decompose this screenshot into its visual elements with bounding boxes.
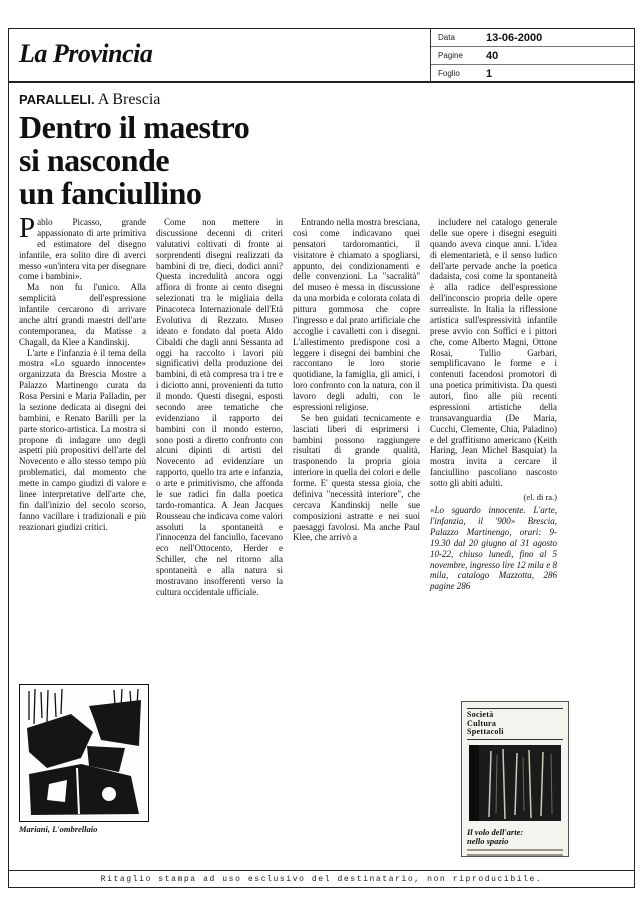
meta-row-sheet bbox=[431, 65, 634, 82]
paragraph: Pablo Picasso, grande appassionato di arte primitiva ed estimatore del disegno infantile, era solito dire di averci messo «un'intera vita per disegnare come i bambini». bbox=[19, 212, 146, 282]
article-column-1 bbox=[19, 212, 146, 598]
kicker-place: A Brescia bbox=[94, 91, 161, 108]
meta-sheet-label: Foglio bbox=[438, 69, 460, 78]
headline-line-2: si nasconde bbox=[19, 142, 170, 178]
article-column-2 bbox=[156, 217, 283, 598]
meta-page-value: 40 bbox=[486, 49, 499, 62]
meta-row-date bbox=[431, 29, 634, 47]
clipping-meta-box bbox=[430, 29, 634, 82]
meta-page-label: Pagine bbox=[438, 51, 463, 60]
paragraph: Se ben guidati tecnicamente e lasciati liberi di esprimersi i bambini possono raggiungere risultati di grande qualità, trasponendo la propria gioia interiore in quella dei colori e delle forme. E' questa stessa gioia, che definiva "necessità interiore", che cercava Kandinskij nelle sue composizioni astratte e nei suoi paesaggi favolosi. Ma anche Paul Klee, che arrivò a bbox=[293, 412, 420, 543]
headline-line-1: Dentro il maestro bbox=[19, 109, 250, 145]
artwork-image bbox=[19, 684, 149, 822]
article-kicker bbox=[19, 91, 160, 109]
thumb-section-header bbox=[467, 711, 563, 737]
kicker-section: PARALLELI. bbox=[19, 92, 95, 107]
thumb-section-1: Società bbox=[467, 710, 494, 719]
article-column-3 bbox=[293, 217, 420, 598]
exhibition-info: «Lo sguardo innocente. L'arte, l'infanzia, il '900» Brescia, Palazzo Martinengo, orari: 9-19.30 dal 20 giugno al 31 agosto 10-22, chiuso lunedì, fino al 5 novembre, ingresso lire 12 mila e 8 mila, catalogo Mazzotta, 286 pagine 286 bbox=[430, 505, 557, 592]
headline-line-3: un fanciullino bbox=[19, 175, 202, 211]
article-byline: (el. di ra.) bbox=[523, 491, 557, 502]
thumb-section-2: Cultura bbox=[467, 718, 497, 728]
drop-cap: P bbox=[19, 212, 36, 244]
thumb-caption-line-2: nello spazio bbox=[467, 835, 509, 846]
clipping-frame bbox=[8, 28, 635, 888]
paragraph: L'arte e l'infanzia è il tema della mostra «Lo sguardo innocente» organizzata da Brescia Mostre a Palazzo Martinengo curata da Rosa Persini e Maria Palladin, per la sezione dedicata ai disegni dei bambini, e Renato Barilli per la parte storico-artistica. La mostra si propone di indagare uno degli aspetti più propositivi dell'arte del Novecento e allo stesso tempo più problematici, dal momento che mette in campo giudizi di valore e linee interpretative dell'arte che, fin dall'inizio del secolo scorso, fanno vacillare i tradizionali e più reazionari giudizi critici. bbox=[19, 347, 146, 532]
article-body bbox=[19, 212, 557, 598]
text-line-placeholder bbox=[467, 849, 563, 851]
header-divider bbox=[9, 81, 634, 83]
thumb-caption bbox=[467, 828, 563, 846]
article-headline bbox=[19, 111, 249, 210]
article-column-4 bbox=[430, 217, 557, 598]
thumb-photo bbox=[469, 745, 561, 821]
thumb-rule bbox=[467, 739, 563, 740]
paragraph: Entrando nella mostra bresciana, così come indicavano quei pensatori tardoromantici, il visitatore è chiamato a spogliarsi, appunto, dei condizionamenti e delle convenzioni. La "sacralità" del museo è messa in discussione da una morbida e colorata colata di pittura gommosa che copre l'ingresso e dal prato artificiale che accoglie i cavalletti con i disegni. L'allestimento predispone così a leggere i disegni dei bambini che raccontano le loro storie quotidiane, la famiglia, gli amici, i loro confronto con la natura, con il lavoro degli adulti, con le espressioni religiose. bbox=[293, 217, 420, 412]
meta-date-value: 13-06-2000 bbox=[486, 31, 543, 44]
meta-row-page bbox=[431, 47, 634, 65]
clipping-footer: Ritaglio stampa ad uso esclusivo del destinatario, non riproducibile. bbox=[9, 870, 634, 887]
paragraph: Ma non fu l'unico. Alla semplicità dell'espressione infantile cercarono di arrivare anche altri grandi maestri dell'arte contemporanea, da Matisse a Chagall, da Klee a Kandinskij. bbox=[19, 282, 146, 347]
meta-date-label: Data bbox=[438, 33, 455, 42]
paragraph: Come non mettere in discussione decenni di criteri valutativi coltivati di fronte ai sorprendenti disegni realizzati da bambini di tre, dieci, dodici anni? Questa incredulità ancora oggi affiora di fronte ai cento disegni selezionati tra le migliaia della Pinacoteca Internazionale dell'Età Evolutiva di Rezzato. Museo ideato e fondato dal poeta Aldo Cibaldi che dagli anni Sessanta ad oggi ha raccolto i lavori più significativi della produzione dei bambini, di età compresa tra i tre e i diciotto anni, provenienti da tutto il mondo. Questi disegni, esposti secondo aree tematiche che evidenziano il rapporto dei bambini con il mondo esterno, sono posti a diretto confronto con alcuni dipinti di artisti del Novecento ad evidenziare un rapporto, quello tra arte e infanzia, o arte e primitivismo, che affonda le sue radici fin dalla poetica tardo-romantica. A Jean Jacques Rousseau che indicava come valori assoluti la spontaneità e l'innocenza del fanciullo, facevano eco nell'Ottocento, Herder e Schiller, che nel ritorno alla spontaneità e alla natura si mostravano insofferenti verso la cultura occidentale ufficiale. bbox=[156, 217, 283, 597]
thumb-caption-line-1: Il volo dell'arte: bbox=[467, 826, 524, 837]
text-line-placeholder bbox=[467, 854, 563, 856]
paragraph: includere nel catalogo generale delle sue opere i disegni eseguiti quando aveva cinque anni. L'idea di elementarietà, e il senso ludico dell'arte pervade anche la poetica dadaista, così come la spontaneità è alla radice dell'espressione dell'inconscio propria delle opere surrealiste. In Italia la riflessione artistica sull'espressività infantile prese avvio con Soffici e i pittori che, come Alberto Magni, Ottone Rosai, Tullio Garbari, semplificavano le forme e i contenuti facendosi promotori di una poetica primitivista. Da questi autori, fino alle più recenti espressioni artistiche della transavanguardia (De Maria, Cucchi, Clemente, Chia, Paladino) e del graffitismo americano (Keith Haring, Jean Michel Basquiat) la mostra invita a cercare il fanciullino pascoliano nascosto sotto gli abiti adulti. bbox=[430, 217, 557, 488]
newspaper-masthead: La Provincia bbox=[19, 39, 153, 68]
meta-sheet-value: 1 bbox=[486, 67, 493, 80]
thumb-section-3: Spettacoli bbox=[467, 727, 504, 736]
related-page-thumbnail bbox=[461, 701, 569, 857]
artwork-caption: Mariani, L'ombrellaio bbox=[19, 824, 98, 834]
thumb-rule bbox=[467, 708, 563, 709]
artwork-figure bbox=[19, 684, 149, 834]
